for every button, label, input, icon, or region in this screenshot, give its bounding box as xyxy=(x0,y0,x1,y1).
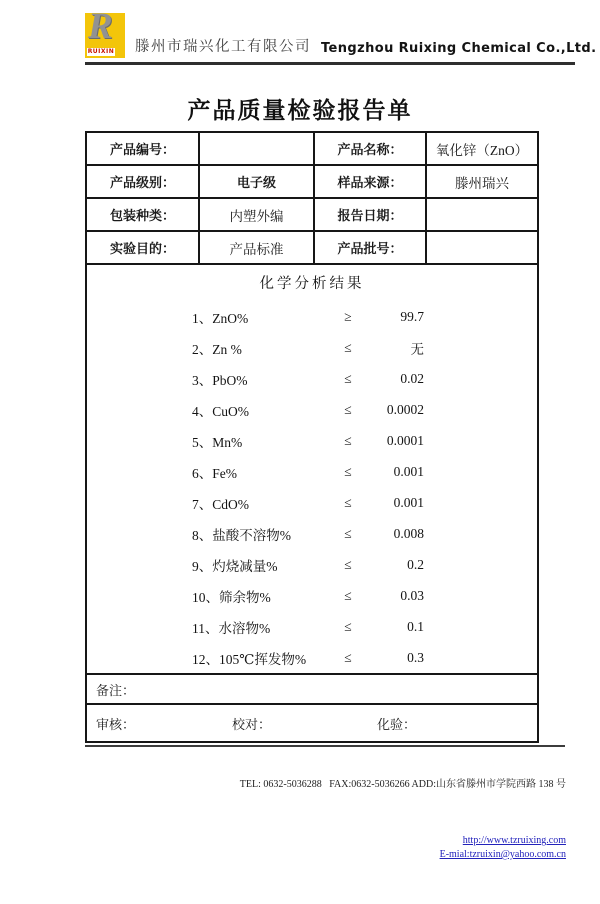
analysis-item-op: ≤ xyxy=(344,618,352,634)
info-label-package-type: 包装种类： xyxy=(86,198,199,231)
analysis-item-op: ≤ xyxy=(344,432,352,448)
info-value-product-name: 氧化锌（ZnO） xyxy=(426,132,538,165)
analysis-item-name: 2、Zn % xyxy=(192,341,242,357)
company-name-cn: 滕州市瑞兴化工有限公司 xyxy=(135,39,311,55)
info-label-batch-no: 产品批号： xyxy=(314,231,426,264)
analysis-item-op: ≤ xyxy=(344,525,352,541)
analysis-item-value: 0.2 xyxy=(407,556,424,572)
company-name-en: Tengzhou Ruixing Chemical Co.,Ltd. xyxy=(321,41,597,56)
footer-divider xyxy=(85,745,565,747)
analysis-item-op: ≤ xyxy=(344,463,352,479)
analysis-item-name: 9、灼烧减量% xyxy=(192,558,278,574)
analysis-item-name: 10、筛余物% xyxy=(192,589,271,605)
analysis-cell xyxy=(86,264,538,674)
info-label-product-name: 产品名称： xyxy=(314,132,426,165)
info-value-product-no xyxy=(199,132,314,165)
analysis-row xyxy=(87,611,537,642)
analysis-item-op: ≤ xyxy=(344,587,352,603)
analysis-item-op: ≤ xyxy=(344,339,352,355)
analysis-row xyxy=(87,332,537,363)
analysis-item-op: ≤ xyxy=(344,494,352,510)
analysis-item-name: 7、CdO% xyxy=(192,496,249,512)
info-value-package-type: 内塑外编 xyxy=(199,198,314,231)
analysis-item-name: 4、CuO% xyxy=(192,403,249,419)
analysis-row xyxy=(87,363,537,394)
remark-label: 备注： xyxy=(86,674,538,704)
analysis-row xyxy=(87,301,537,332)
info-label-report-date: 报告日期： xyxy=(314,198,426,231)
analysis-row xyxy=(87,549,537,580)
analysis-title: 化学分析结果 xyxy=(259,276,365,292)
info-row-4 xyxy=(86,231,538,264)
analysis-rows xyxy=(87,301,537,673)
info-value-sample-source: 滕州瑞兴 xyxy=(426,165,538,198)
analysis-item-op: ≤ xyxy=(344,401,352,417)
analysis-item-value: 0.0002 xyxy=(386,401,424,417)
footer-links xyxy=(240,820,566,876)
info-row-1 xyxy=(86,132,538,165)
info-value-batch-no xyxy=(426,231,538,264)
analysis-row xyxy=(87,487,537,518)
analysis-item-name: 3、PbO% xyxy=(192,372,248,388)
signoff-proofread-label: 校对： xyxy=(232,716,272,732)
company-logo xyxy=(85,6,125,58)
analysis-item-value: 无 xyxy=(410,341,424,357)
analysis-row xyxy=(87,518,537,549)
signoff-labels xyxy=(87,714,537,733)
analysis-item-value: 0.001 xyxy=(393,494,424,510)
info-label-product-grade: 产品级别： xyxy=(86,165,199,198)
analysis-item-value: 99.7 xyxy=(400,308,424,324)
info-row-2 xyxy=(86,165,538,198)
info-label-test-purpose: 实验目的： xyxy=(86,231,199,264)
info-value-product-grade: 电子级 xyxy=(199,165,314,198)
info-label-sample-source: 样品来源： xyxy=(314,165,426,198)
report-table xyxy=(85,131,539,743)
signoff-test-label: 化验： xyxy=(377,716,417,732)
analysis-item-name: 6、Fe% xyxy=(192,465,237,481)
analysis-item-name: 5、Mn% xyxy=(192,434,243,450)
analysis-item-value: 0.3 xyxy=(407,649,424,665)
analysis-item-value: 0.008 xyxy=(393,525,424,541)
info-label-product-no: 产品编号： xyxy=(86,132,199,165)
company-header xyxy=(85,6,597,65)
analysis-row xyxy=(87,642,537,673)
footer-contact-line: TEL: 0632-5036288 FAX:0632-5036266 ADD:山东省滕州市学院西路 138 号 xyxy=(239,779,566,790)
analysis-item-value: 0.0001 xyxy=(386,432,424,448)
analysis-row xyxy=(87,394,537,425)
signoff-cell xyxy=(86,704,538,742)
analysis-item-name: 11、水溶物% xyxy=(192,620,271,636)
page-title: 产品质量检验报告单 xyxy=(187,98,413,124)
analysis-row xyxy=(87,456,537,487)
analysis-section-row xyxy=(86,264,538,674)
analysis-item-value: 0.03 xyxy=(400,587,424,603)
info-row-3 xyxy=(86,198,538,231)
analysis-item-op: ≤ xyxy=(344,370,352,386)
logo-r-icon: R xyxy=(88,6,113,47)
email-link[interactable]: E-mial:tzruixin@yahoo.com.cn xyxy=(439,849,566,860)
info-value-report-date xyxy=(426,198,538,231)
website-link[interactable]: http://www.tzruixing.com xyxy=(462,835,566,846)
info-value-test-purpose: 产品标准 xyxy=(199,231,314,264)
signoff-review-label: 审核： xyxy=(96,716,136,732)
analysis-item-op: ≤ xyxy=(344,649,352,665)
analysis-item-value: 0.02 xyxy=(400,370,424,386)
analysis-item-op: ≤ xyxy=(344,556,352,572)
footer-contact xyxy=(240,750,566,904)
remark-row xyxy=(86,674,538,704)
analysis-item-value: 0.001 xyxy=(393,463,424,479)
signoff-row xyxy=(86,704,538,742)
analysis-row xyxy=(87,425,537,456)
logo-brand-text: RUIXIN xyxy=(87,48,115,55)
analysis-item-name: 8、盐酸不溶物% xyxy=(192,527,291,543)
analysis-item-name: 12、105℃挥发物% xyxy=(192,651,307,667)
analysis-item-value: 0.1 xyxy=(407,618,424,634)
analysis-row xyxy=(87,580,537,611)
analysis-item-op: ≥ xyxy=(344,308,352,324)
analysis-item-name: 1、ZnO% xyxy=(192,310,249,326)
